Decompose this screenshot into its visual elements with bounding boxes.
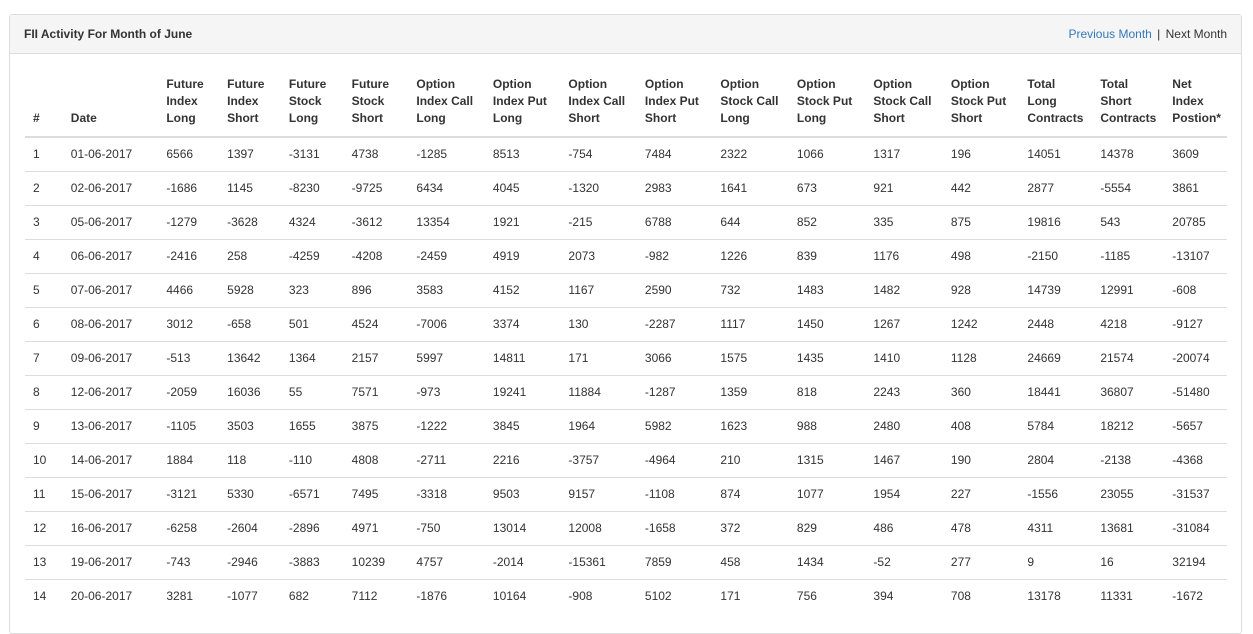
table-cell: 12-06-2017 [63,376,159,410]
column-header: Option Stock Call Long [712,76,789,137]
table-cell: 8 [25,376,63,410]
table-row [25,172,1227,206]
table-cell: -1672 [1164,580,1227,614]
table-cell: -658 [219,308,281,342]
table-cell: -52 [865,546,942,580]
table-cell: 4045 [485,172,561,206]
table-cell: -5554 [1092,172,1164,206]
table-cell: 3609 [1172,147,1199,161]
table-cell: -2604 [219,512,281,546]
table-cell: 874 [712,478,789,512]
table-cell: 3 [25,206,63,240]
table-cell: -31537 [1164,478,1227,512]
table-cell: 2480 [865,410,942,444]
table-cell: 4324 [281,206,344,240]
table-cell: 458 [712,546,789,580]
table-cell: -4368 [1164,444,1227,478]
table-cell: -3628 [219,206,281,240]
table-cell: 1117 [712,308,789,342]
table-cell: -31084 [1164,512,1227,546]
column-header: # [25,76,63,137]
table-cell: 8513 [492,147,520,161]
table-cell: 23055 [1092,478,1164,512]
table-cell: 36807 [1092,376,1164,410]
table-cell: 171 [560,342,637,376]
table-cell: 2322 [720,147,748,161]
table-cell: -754 [568,147,593,161]
table-row [25,274,1227,308]
table-cell: 19816 [1019,206,1092,240]
table-cell: 988 [789,410,866,444]
table-cell: 5928 [219,274,281,308]
table-cell: 875 [943,206,1020,240]
table-cell: 1623 [712,410,789,444]
table-cell: 2983 [637,172,713,206]
table-cell: 13014 [485,512,561,546]
table-cell: 3583 [408,274,485,308]
table-cell: -1876 [408,580,485,614]
table-cell: 3861 [1164,172,1227,206]
table-cell: 4919 [485,240,561,274]
table-cell: 5982 [637,410,713,444]
table-cell: 732 [712,274,789,308]
table-cell: 277 [943,546,1020,580]
table-cell: 4466 [158,274,219,308]
table-cell: -2138 [1092,444,1164,478]
table-cell: 1242 [943,308,1020,342]
table-cell: 1066 [796,147,824,161]
table-cell: 1575 [712,342,789,376]
table-cell: 12008 [560,512,637,546]
table-cell: 2877 [1019,172,1092,206]
table-cell: 1317 [873,147,901,161]
table-cell: -1320 [560,172,637,206]
table-cell: -973 [408,376,485,410]
table-cell: 1467 [865,444,942,478]
table-cell: -513 [158,342,219,376]
table-cell: 13-06-2017 [63,410,159,444]
table-cell: 1176 [865,240,942,274]
table-cell: 673 [789,172,866,206]
column-header: Option Index Put Long [485,76,561,137]
table-cell: 4808 [344,444,409,478]
table-cell: 20785 [1164,206,1227,240]
column-header: Total Long Contracts [1019,76,1092,137]
table-cell: 19-06-2017 [63,546,159,580]
table-cell: -1108 [637,478,713,512]
table-cell: -13107 [1164,240,1227,274]
table-cell: -1287 [637,376,713,410]
table-cell: 5330 [219,478,281,512]
table-cell: -3121 [158,478,219,512]
table-cell: 478 [943,512,1020,546]
table-cell: 2590 [637,274,713,308]
table-cell: 19241 [485,376,561,410]
table-cell: 708 [943,580,1020,614]
table-cell: 18441 [1019,376,1092,410]
table-cell: 1655 [281,410,344,444]
table-cell: 2243 [865,376,942,410]
table-cell: 6788 [637,206,713,240]
table-cell: 13 [25,546,63,580]
table-cell: 190 [943,444,1020,478]
table-cell: 06-06-2017 [63,240,159,274]
table-cell: 130 [560,308,637,342]
table-cell: 852 [789,206,866,240]
table-cell: 6 [25,308,63,342]
table-cell: 258 [219,240,281,274]
table-row [25,410,1227,444]
table-header-row [25,76,1227,137]
table-cell: -6571 [281,478,344,512]
table-cell: 12991 [1092,274,1164,308]
table-cell: 1450 [789,308,866,342]
table-cell: 829 [789,512,866,546]
table-cell: 1145 [219,172,281,206]
table-cell: -1658 [637,512,713,546]
table-cell: 498 [943,240,1020,274]
table-cell: 394 [865,580,942,614]
table-cell: 02-06-2017 [63,172,159,206]
table-cell: 2073 [560,240,637,274]
table-row [25,376,1227,410]
previous-month-link[interactable]: Previous Month [1068,27,1152,41]
table-cell: 10 [25,444,63,478]
table-row [25,546,1227,580]
table-cell: 3374 [485,308,561,342]
table-row [25,240,1227,274]
table-cell: -2946 [219,546,281,580]
table-cell: -5657 [1164,410,1227,444]
table-cell: -982 [637,240,713,274]
column-header: Future Index Short [219,76,281,137]
table-cell: -215 [560,206,637,240]
table-cell: 9503 [485,478,561,512]
table-cell: 4311 [1019,512,1092,546]
table-cell: -4964 [637,444,713,478]
table-cell: -2459 [408,240,485,274]
table-cell: 15-06-2017 [63,478,159,512]
table-cell: -1185 [1092,240,1164,274]
table-cell: 210 [712,444,789,478]
table-cell: 5997 [408,342,485,376]
table-cell: 1483 [789,274,866,308]
table-cell: 818 [789,376,866,410]
table-cell: 839 [789,240,866,274]
table-cell: 1482 [865,274,942,308]
table-cell: 118 [219,444,281,478]
table-cell: 1 [33,147,40,161]
table-cell: 14-06-2017 [63,444,159,478]
table-cell: 323 [281,274,344,308]
table-cell: 921 [865,172,942,206]
table-cell: 10239 [344,546,409,580]
table-cell: 4971 [344,512,409,546]
table-cell: 3281 [158,580,219,614]
panel-title: FII Activity For Month of June [24,27,193,41]
column-header: Future Stock Long [281,76,344,137]
table-cell: 1077 [789,478,866,512]
table-cell: -908 [560,580,637,614]
table-row [25,308,1227,342]
table-cell: 11884 [560,376,637,410]
table-cell: -3318 [408,478,485,512]
table-cell: 5 [25,274,63,308]
table-cell: 1954 [865,478,942,512]
table-cell: 2157 [344,342,409,376]
table-cell: -4259 [281,240,344,274]
table-cell: 442 [943,172,1020,206]
table-cell: 196 [950,147,971,161]
table-cell: -1105 [158,410,219,444]
table-row [25,137,1227,172]
table-cell: -2711 [408,444,485,478]
table-cell: 1267 [865,308,942,342]
table-cell: -2059 [158,376,219,410]
table-cell: 5102 [637,580,713,614]
table-cell: -1285 [416,147,448,161]
table-cell: 32194 [1164,546,1227,580]
column-header: Future Index Long [158,76,219,137]
table-cell: 1315 [789,444,866,478]
table-cell: 2448 [1019,308,1092,342]
column-header: Option Index Call Long [408,76,485,137]
table-cell: 20-06-2017 [63,580,159,614]
table-row [25,444,1227,478]
table-cell: 486 [865,512,942,546]
table-cell: 543 [1092,206,1164,240]
table-cell: -3612 [344,206,409,240]
fii-activity-table [25,76,1227,613]
table-cell: 08-06-2017 [63,308,159,342]
table-row [25,580,1227,614]
table-cell: 372 [712,512,789,546]
table-cell: -110 [281,444,344,478]
table-cell: 1410 [865,342,942,376]
table-cell: 7859 [637,546,713,580]
table-cell: -3883 [281,546,344,580]
table-cell: -743 [158,546,219,580]
column-header: Option Index Call Short [560,76,637,137]
table-cell: 5784 [1019,410,1092,444]
table-body [25,137,1227,613]
table-cell: 501 [281,308,344,342]
table-cell: -1077 [219,580,281,614]
table-cell: 11 [25,478,63,512]
table-cell: 11331 [1092,580,1164,614]
table-cell: 14 [25,580,63,614]
table-cell: 4524 [344,308,409,342]
table-cell: 4757 [408,546,485,580]
table-cell: 12 [25,512,63,546]
table-cell: -51480 [1164,376,1227,410]
table-cell: 16-06-2017 [63,512,159,546]
table-cell: -750 [408,512,485,546]
table-cell: 14739 [1019,274,1092,308]
table-cell: 14051 [1027,147,1061,161]
table-cell: 13681 [1092,512,1164,546]
table-cell: 07-06-2017 [63,274,159,308]
table-cell: 09-06-2017 [63,342,159,376]
next-month-link[interactable]: Next Month [1165,27,1227,41]
table-cell: -3757 [560,444,637,478]
table-cell: 9 [1019,546,1092,580]
table-cell: -4208 [344,240,409,274]
table-cell: -2014 [485,546,561,580]
table-cell: 9 [25,410,63,444]
table-cell: 3875 [344,410,409,444]
table-cell: -1222 [408,410,485,444]
table-cell: 16 [1092,546,1164,580]
table-cell: 13354 [408,206,485,240]
table-cell: 3845 [485,410,561,444]
table-cell: -1686 [158,172,219,206]
table-cell: 1921 [485,206,561,240]
table-cell: 13178 [1019,580,1092,614]
table-cell: -2287 [637,308,713,342]
table-row [25,478,1227,512]
table-cell: 55 [281,376,344,410]
table-cell: 7484 [644,147,672,161]
column-header: Future Stock Short [344,76,409,137]
table-cell: 2216 [485,444,561,478]
table-cell: 4218 [1092,308,1164,342]
table-cell: 6434 [408,172,485,206]
table-cell: 2804 [1019,444,1092,478]
table-cell: 928 [943,274,1020,308]
table-cell: 1964 [560,410,637,444]
month-navigation [1068,27,1227,41]
table-cell: 4 [25,240,63,274]
table-cell: 1364 [281,342,344,376]
column-header: Date [63,76,159,137]
table-cell: -9127 [1164,308,1227,342]
table-cell: 01-06-2017 [70,147,133,161]
table-cell: 7571 [344,376,409,410]
table-cell: -1556 [1019,478,1092,512]
nav-separator: | [1157,27,1161,41]
fii-activity-panel [9,14,1242,634]
table-cell: -2150 [1019,240,1092,274]
table-cell: -8230 [281,172,344,206]
table-cell: -2896 [281,512,344,546]
table-cell: 360 [943,376,1020,410]
panel-heading [10,15,1241,54]
table-cell: 3503 [219,410,281,444]
table-cell: 6566 [166,147,194,161]
table-cell: 896 [344,274,409,308]
table-cell: 1226 [712,240,789,274]
table-row [25,342,1227,376]
table-cell: 1128 [943,342,1020,376]
column-header: Net Index Postion* [1164,76,1227,137]
table-cell: 4738 [351,147,379,161]
table-cell: 1397 [227,147,254,161]
table-cell: 24669 [1019,342,1092,376]
table-cell: 1167 [560,274,637,308]
table-cell: 756 [789,580,866,614]
table-cell: 1884 [158,444,219,478]
table-cell: 7112 [344,580,409,614]
table-cell: 18212 [1092,410,1164,444]
table-cell: 682 [281,580,344,614]
table-cell: 4152 [485,274,561,308]
table-cell: 227 [943,478,1020,512]
table-cell: 3012 [158,308,219,342]
table-cell: 171 [712,580,789,614]
table-cell: 13642 [219,342,281,376]
table-cell: 10164 [485,580,561,614]
table-cell: -15361 [560,546,637,580]
column-header: Option Stock Call Short [865,76,942,137]
table-cell: -3131 [288,147,320,161]
table-cell: -2416 [158,240,219,274]
table-cell: 644 [712,206,789,240]
column-header: Option Index Put Short [637,76,713,137]
column-header: Option Stock Put Short [943,76,1020,137]
table-cell: 1435 [789,342,866,376]
table-cell: 1641 [712,172,789,206]
table-cell: -20074 [1164,342,1227,376]
table-cell: 335 [865,206,942,240]
table-cell: 21574 [1092,342,1164,376]
table-row [25,206,1227,240]
table-cell: 7495 [344,478,409,512]
table-cell: -6258 [158,512,219,546]
table-cell: 1434 [789,546,866,580]
table-cell: 7 [25,342,63,376]
table-cell: 14811 [485,342,561,376]
table-cell: -9725 [344,172,409,206]
table-cell: 2 [25,172,63,206]
column-header: Option Stock Put Long [789,76,866,137]
table-cell: -7006 [408,308,485,342]
table-cell: -1279 [158,206,219,240]
table-cell: 05-06-2017 [63,206,159,240]
table-cell: 14378 [1100,147,1134,161]
table-cell: 1359 [712,376,789,410]
table-cell: 16036 [219,376,281,410]
table-cell: 408 [943,410,1020,444]
table-row [25,512,1227,546]
table-cell: -608 [1164,274,1227,308]
table-cell: 3066 [637,342,713,376]
table-cell: 9157 [560,478,637,512]
column-header: Total Short Contracts [1092,76,1164,137]
